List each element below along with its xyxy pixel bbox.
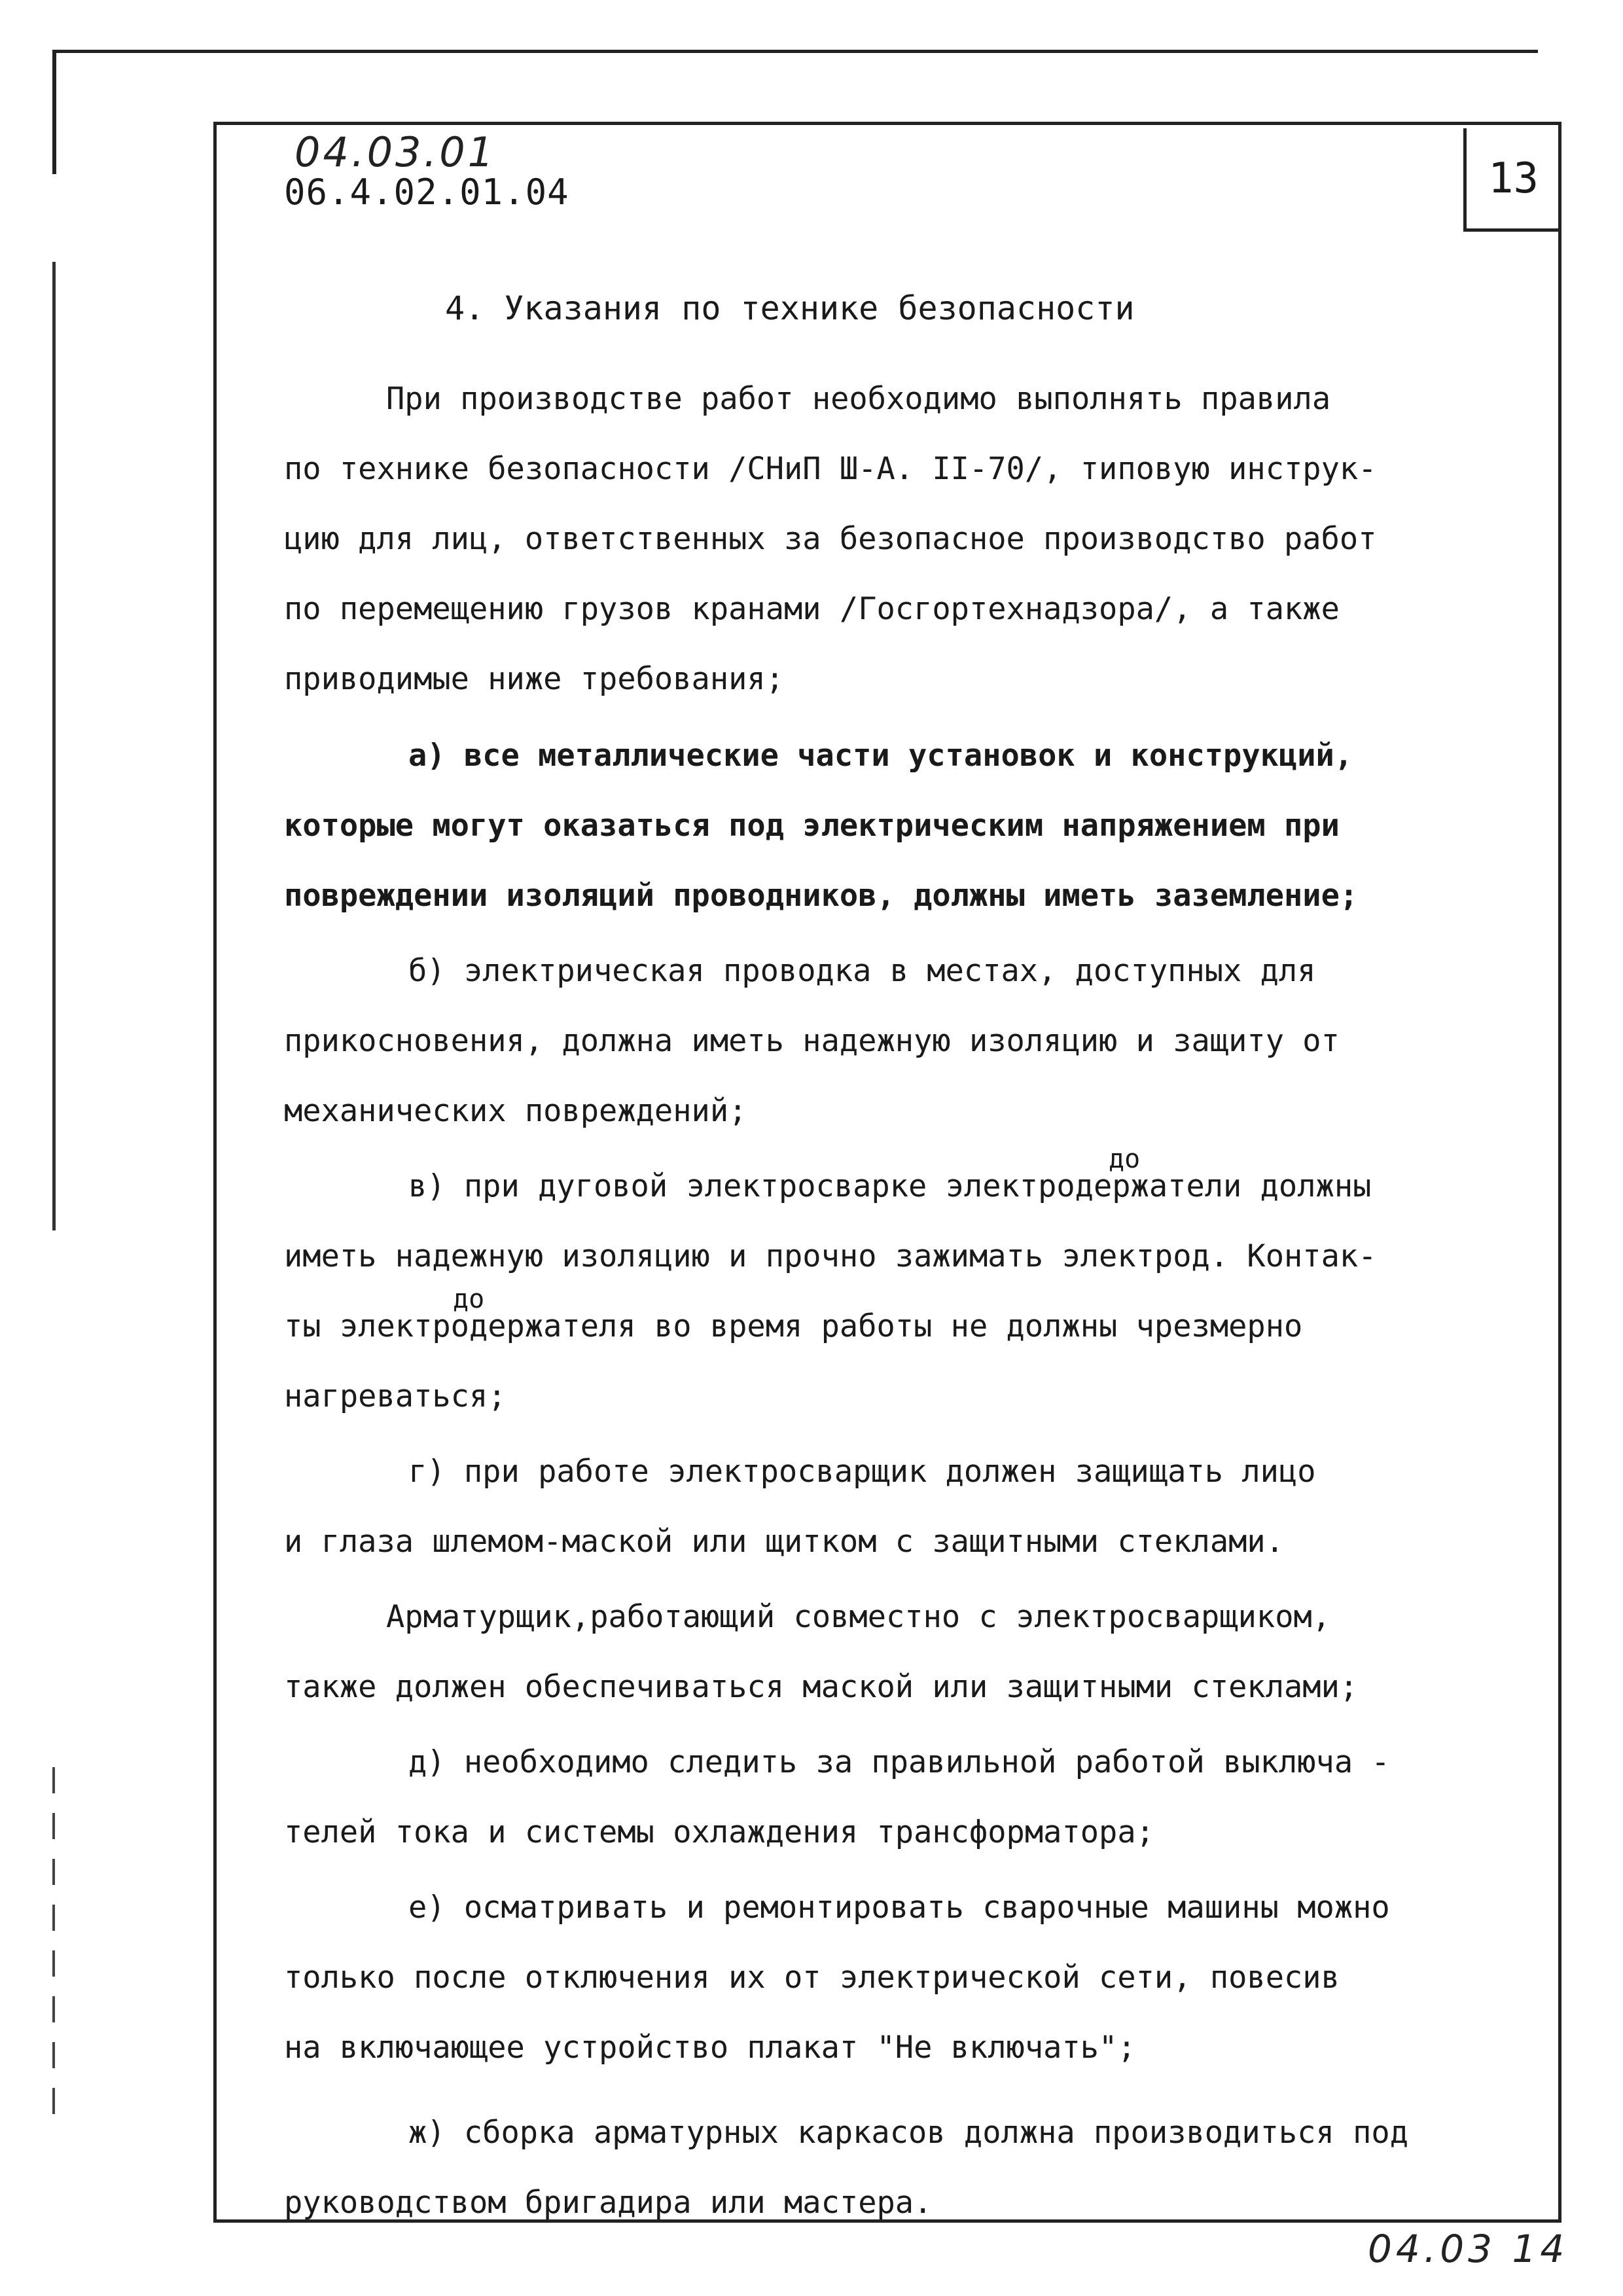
list-item-e: е) осматривать и ремонтировать сварочные машины можно	[408, 1890, 1390, 1926]
paragraph-line-text: в) при дуговой электросварке электродержатели должны	[408, 1168, 1372, 1204]
section-title: 4. Указания по технике безопасности	[445, 289, 1135, 327]
paragraph-line	[284, 1284, 1514, 1377]
paragraph-line: цию для лиц, ответственных за безопасное производство работ	[284, 521, 1377, 557]
handwritten-code-top: 04.03.01	[294, 128, 497, 176]
document-code: 06.4.02.01.04	[284, 171, 569, 213]
paragraph-line: только после отключения их от электрической сети, повесив	[284, 1960, 1340, 1996]
list-item-zh: ж) сборка арматурных каркасов должна производиться под	[408, 2115, 1409, 2151]
scan-frame-top-line	[52, 50, 1538, 53]
paragraph-line: прикосновения, должна иметь надежную изоляцию и защиту от	[284, 1023, 1340, 1059]
paragraph-line: по перемещению грузов кранами /Госгортехнадзора/, а также	[284, 591, 1340, 627]
paragraph-line: приводимые ниже требования;	[284, 661, 785, 697]
paragraph-line: иметь надежную изоляцию и прочно зажимать электрод. Контак-	[284, 1238, 1377, 1274]
paragraph-line: нагреваться;	[284, 1378, 507, 1414]
paragraph-line: и глаза шлемом-маской или щитком с защитными стеклами.	[284, 1524, 1285, 1560]
scan-frame-left-line	[52, 262, 56, 1230]
paragraph-line: руководством бригадира или мастера.	[284, 2185, 933, 2221]
paragraph-line: по технике безопасности /СНиП Ш-А. II-70/, типовую инструк-	[284, 451, 1377, 487]
paragraph-line: повреждении изоляций проводников, должны иметь заземление;	[284, 878, 1359, 914]
handwritten-insert: до	[453, 1284, 485, 1314]
handwritten-code-bottom: 04.03 14	[1368, 2227, 1569, 2271]
paragraph-line: Арматурщик,работающий совместно с электросварщиком,	[386, 1599, 1331, 1635]
paragraph-line-text: ты электродержателя во время работы не должны чрезмерно	[284, 1308, 1303, 1344]
scan-frame-left-line	[52, 50, 56, 174]
scan-frame-left-line	[52, 1767, 55, 2134]
list-item-b: б) электрическая проводка в местах, доступных для	[408, 953, 1316, 989]
paragraph-line: которые могут оказаться под электрическим напряжением при	[284, 808, 1340, 844]
handwritten-insert: до	[1109, 1144, 1141, 1174]
document-body	[284, 380, 1514, 2253]
page-number: 13	[1463, 128, 1560, 232]
paragraph-line: механических повреждений;	[284, 1093, 747, 1129]
paragraph-line: также должен обеспечиваться маской или защитными стеклами;	[284, 1669, 1359, 1705]
list-item-v	[284, 1144, 1514, 1237]
paragraph-line: телей тока и системы охлаждения трансформатора;	[284, 1814, 1154, 1850]
list-item-g: г) при работе электросварщик должен защищать лицо	[408, 1454, 1316, 1490]
paragraph-line: При производстве работ необходимо выполнять правила	[386, 381, 1331, 417]
paragraph-line: на включающее устройство плакат "Не включать";	[284, 2030, 1136, 2066]
list-item-a: а) все металлические части установок и конструкций,	[408, 738, 1353, 774]
list-item-d: д) необходимо следить за правильной работой выключа -	[408, 1744, 1390, 1780]
